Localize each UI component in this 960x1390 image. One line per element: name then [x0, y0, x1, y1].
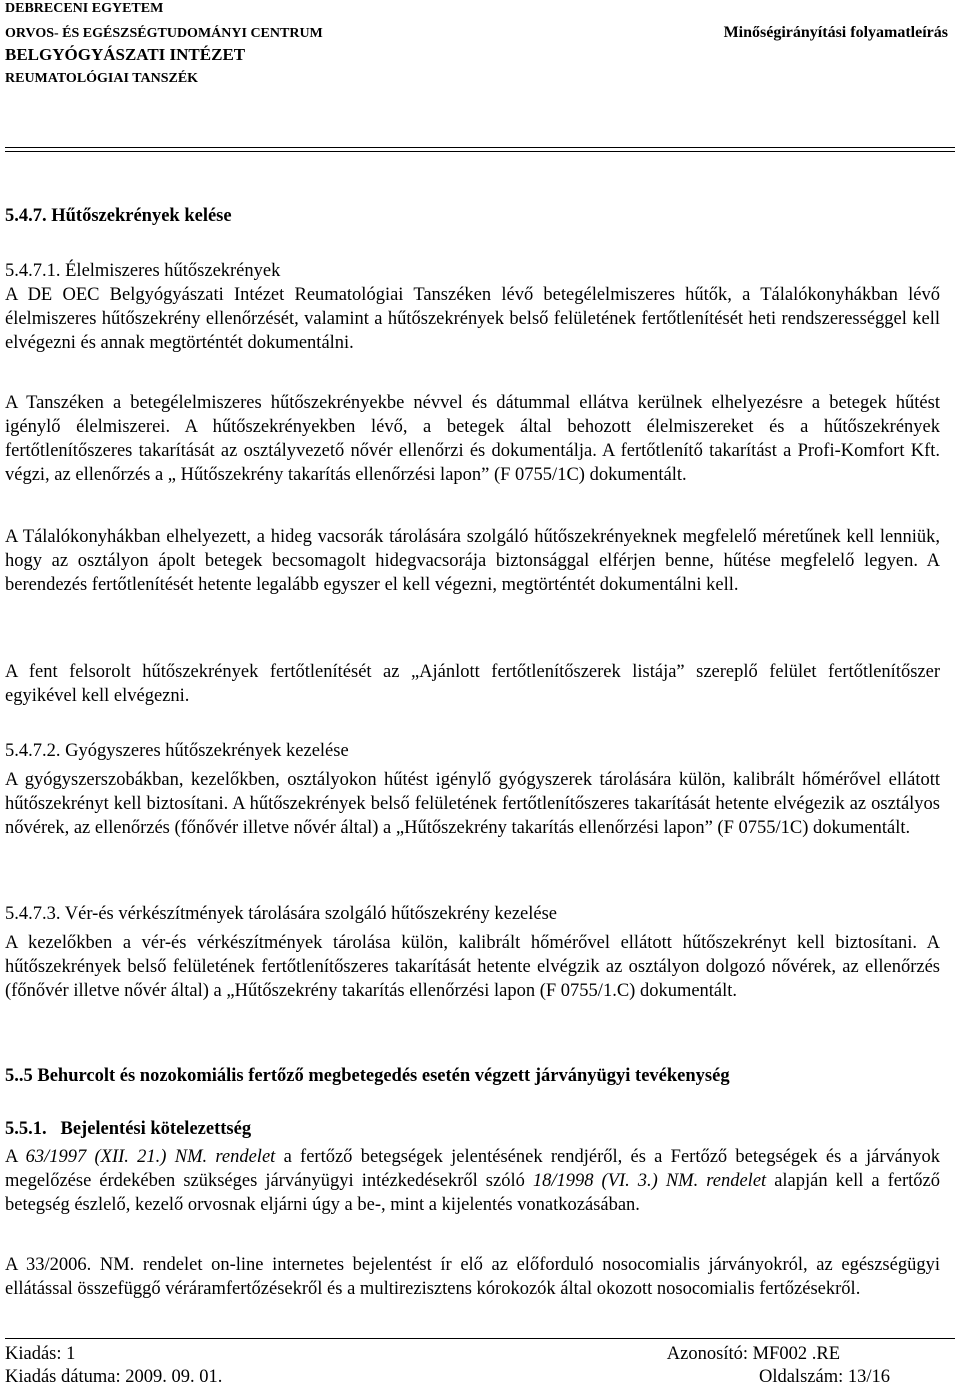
- paragraph: A DE OEC Belgyógyászati Intézet Reumatológiai Tanszéken lévő betegélelmiszeres hűtők, a Tálalókonyhákban lévő élelmiszeres hűtőszekrény ellenőrzését, valamint a hűtőszekrények belső felületének fertőtlenítését heti rendszerességgel kell elvégezni és annak megtörténtét dokumentálni.: [5, 285, 940, 353]
- law-reference: 63/1997 (XII. 21.) NM. rendelet: [25, 1147, 276, 1167]
- paragraph: A gyógyszerszobákban, kezelőkben, osztályokon hűtést igénylő gyógyszerek tárolására külön, kalibrált hőmérővel ellátott hűtőszekrényt kell biztosítani. A hűtőszekrények belső felületének fertőtlenítőszeres takarítását hetente elvégezik az osztályos nővérek, az ellenőrzés (főnővér illetve nővér által) a „Hűtőszekrény takarítás ellenőrzési lapon” (F 0755/1C) dokumentált.: [5, 770, 940, 838]
- paragraph: [5, 1145, 940, 1217]
- section-5-5-title: 5..5 Behurcolt és nozokomiális fertőző megbetegedés esetén végzett járványügyi tevékenység: [5, 1066, 730, 1086]
- footer-row-2: [5, 1366, 890, 1388]
- section-5-4-7-1-title: 5.4.7.1. Élelmiszeres hűtőszekrények: [5, 261, 281, 281]
- header-university: DEBRECENI EGYETEM: [5, 1, 164, 16]
- header-institute: BELGYÓGYÁSZATI INTÉZET: [5, 45, 246, 64]
- footer-issue: Kiadás: 1: [5, 1344, 76, 1364]
- section-5-4-7-title: 5.4.7. Hűtőszekrények kelése: [5, 206, 232, 226]
- footer-identifier: Azonosító: MF002 .RE: [666, 1344, 840, 1364]
- footer-rule: [5, 1338, 955, 1339]
- header-department: REUMATOLÓGIAI TANSZÉK: [5, 71, 199, 86]
- section-5-4-7-2-title: 5.4.7.2. Gyógyszeres hűtőszekrények kezelése: [5, 741, 349, 761]
- paragraph: A 33/2006. NM. rendelet on-line internetes bejelentést ír elő az előforduló nosocomialis járványokról, az egészségügyi ellátással összefüggő véráramfertőzésekről és a multirezisztens kórokozók által okozott nosocomialis fertőzésekről.: [5, 1255, 940, 1299]
- text: A: [5, 1147, 26, 1167]
- paragraph: A Tanszéken a betegélelmiszeres hűtőszekrényekbe névvel és dátummal ellátva kerülnek elhelyezésre a betegek hűtést igénylő élelmiszerei. A hűtőszekrényekben lévő, a betegek által behozott élelmiszereket és a hűtőszekrények fertőtlenítőszeres takarítását az osztályvezető nővér ellenőrzi és dokumentálja. A fertőtlenítő takarítást a Profi-Komfort Kft. végzi, az ellenőrzés a „ Hűtőszekrény takarítás ellenőrzési lapon” (F 0755/1C) dokumentált.: [5, 393, 940, 485]
- paragraph: A Tálalókonyhákban elhelyezett, a hideg vacsorák tárolására szolgáló hűtőszekrényeknek megfelelő méretűnek kell lenniük, hogy az osztályon ápolt betegek becsomagolt hidegvacsorája biztonsággal elférjen benne, hűtése megfelelő legyen. A berendezés fertőtlenítését hetente legalább egyszer el kell végezni, megtörténtét dokumentálni kell.: [5, 527, 940, 595]
- section-5-4-7-3-title: 5.4.7.3. Vér-és vérkészítmények tárolására szolgáló hűtőszekrény kezelése: [5, 904, 558, 924]
- footer-row-1: [5, 1343, 890, 1365]
- footer-page: Oldalszám: 13/16: [758, 1367, 890, 1387]
- header-rule-2: [5, 151, 955, 152]
- text: alapján kell a fertőző betegség észlelő, kezelő orvosnak eljárni úgy a be-, mint a kijelentés vonatkozásában.: [5, 1171, 940, 1215]
- law-reference: 18/1998 (VI. 3.) NM. rendelet: [532, 1171, 767, 1191]
- header-center: ORVOS- ÉS EGÉSZSÉGTUDOMÁNYI CENTRUM: [5, 26, 323, 41]
- paragraph: A fent felsorolt hűtőszekrények fertőtlenítését az „Ajánlott fertőtlenítőszerek listája” szereplő felület fertőtlenítőszer egyikével kell elvégezni.: [5, 662, 940, 706]
- text: a fertőző betegségek jelentésének rendjéről, és a Fertőző betegségek és a járványok megelőzése érdekében szükséges járványügyi intézkedésekről szóló: [5, 1147, 941, 1191]
- footer-issue-date: Kiadás dátuma: 2009. 09. 01.: [5, 1367, 223, 1387]
- section-5-5-1-title: 5.5.1. Bejelentési kötelezettség: [5, 1119, 252, 1139]
- header-rule: [5, 147, 955, 148]
- header-doc-type: Minőségirányítási folyamatleírás: [723, 24, 948, 41]
- paragraph: A kezelőkben a vér-és vérkészítmények tárolása külön, kalibrált hőmérővel ellátott hűtőszekrényt kell biztosítani. A hűtőszekrények belső felületének fertőtlenítőszeres takarítását hetente elvégzik az osztályon dolgozó nővérek, az ellenőrzés (főnővér illetve nővér által) a „Hűtőszekrény takarítás ellenőrzési lapon (F 0755/1.C) dokumentált.: [5, 933, 940, 1001]
